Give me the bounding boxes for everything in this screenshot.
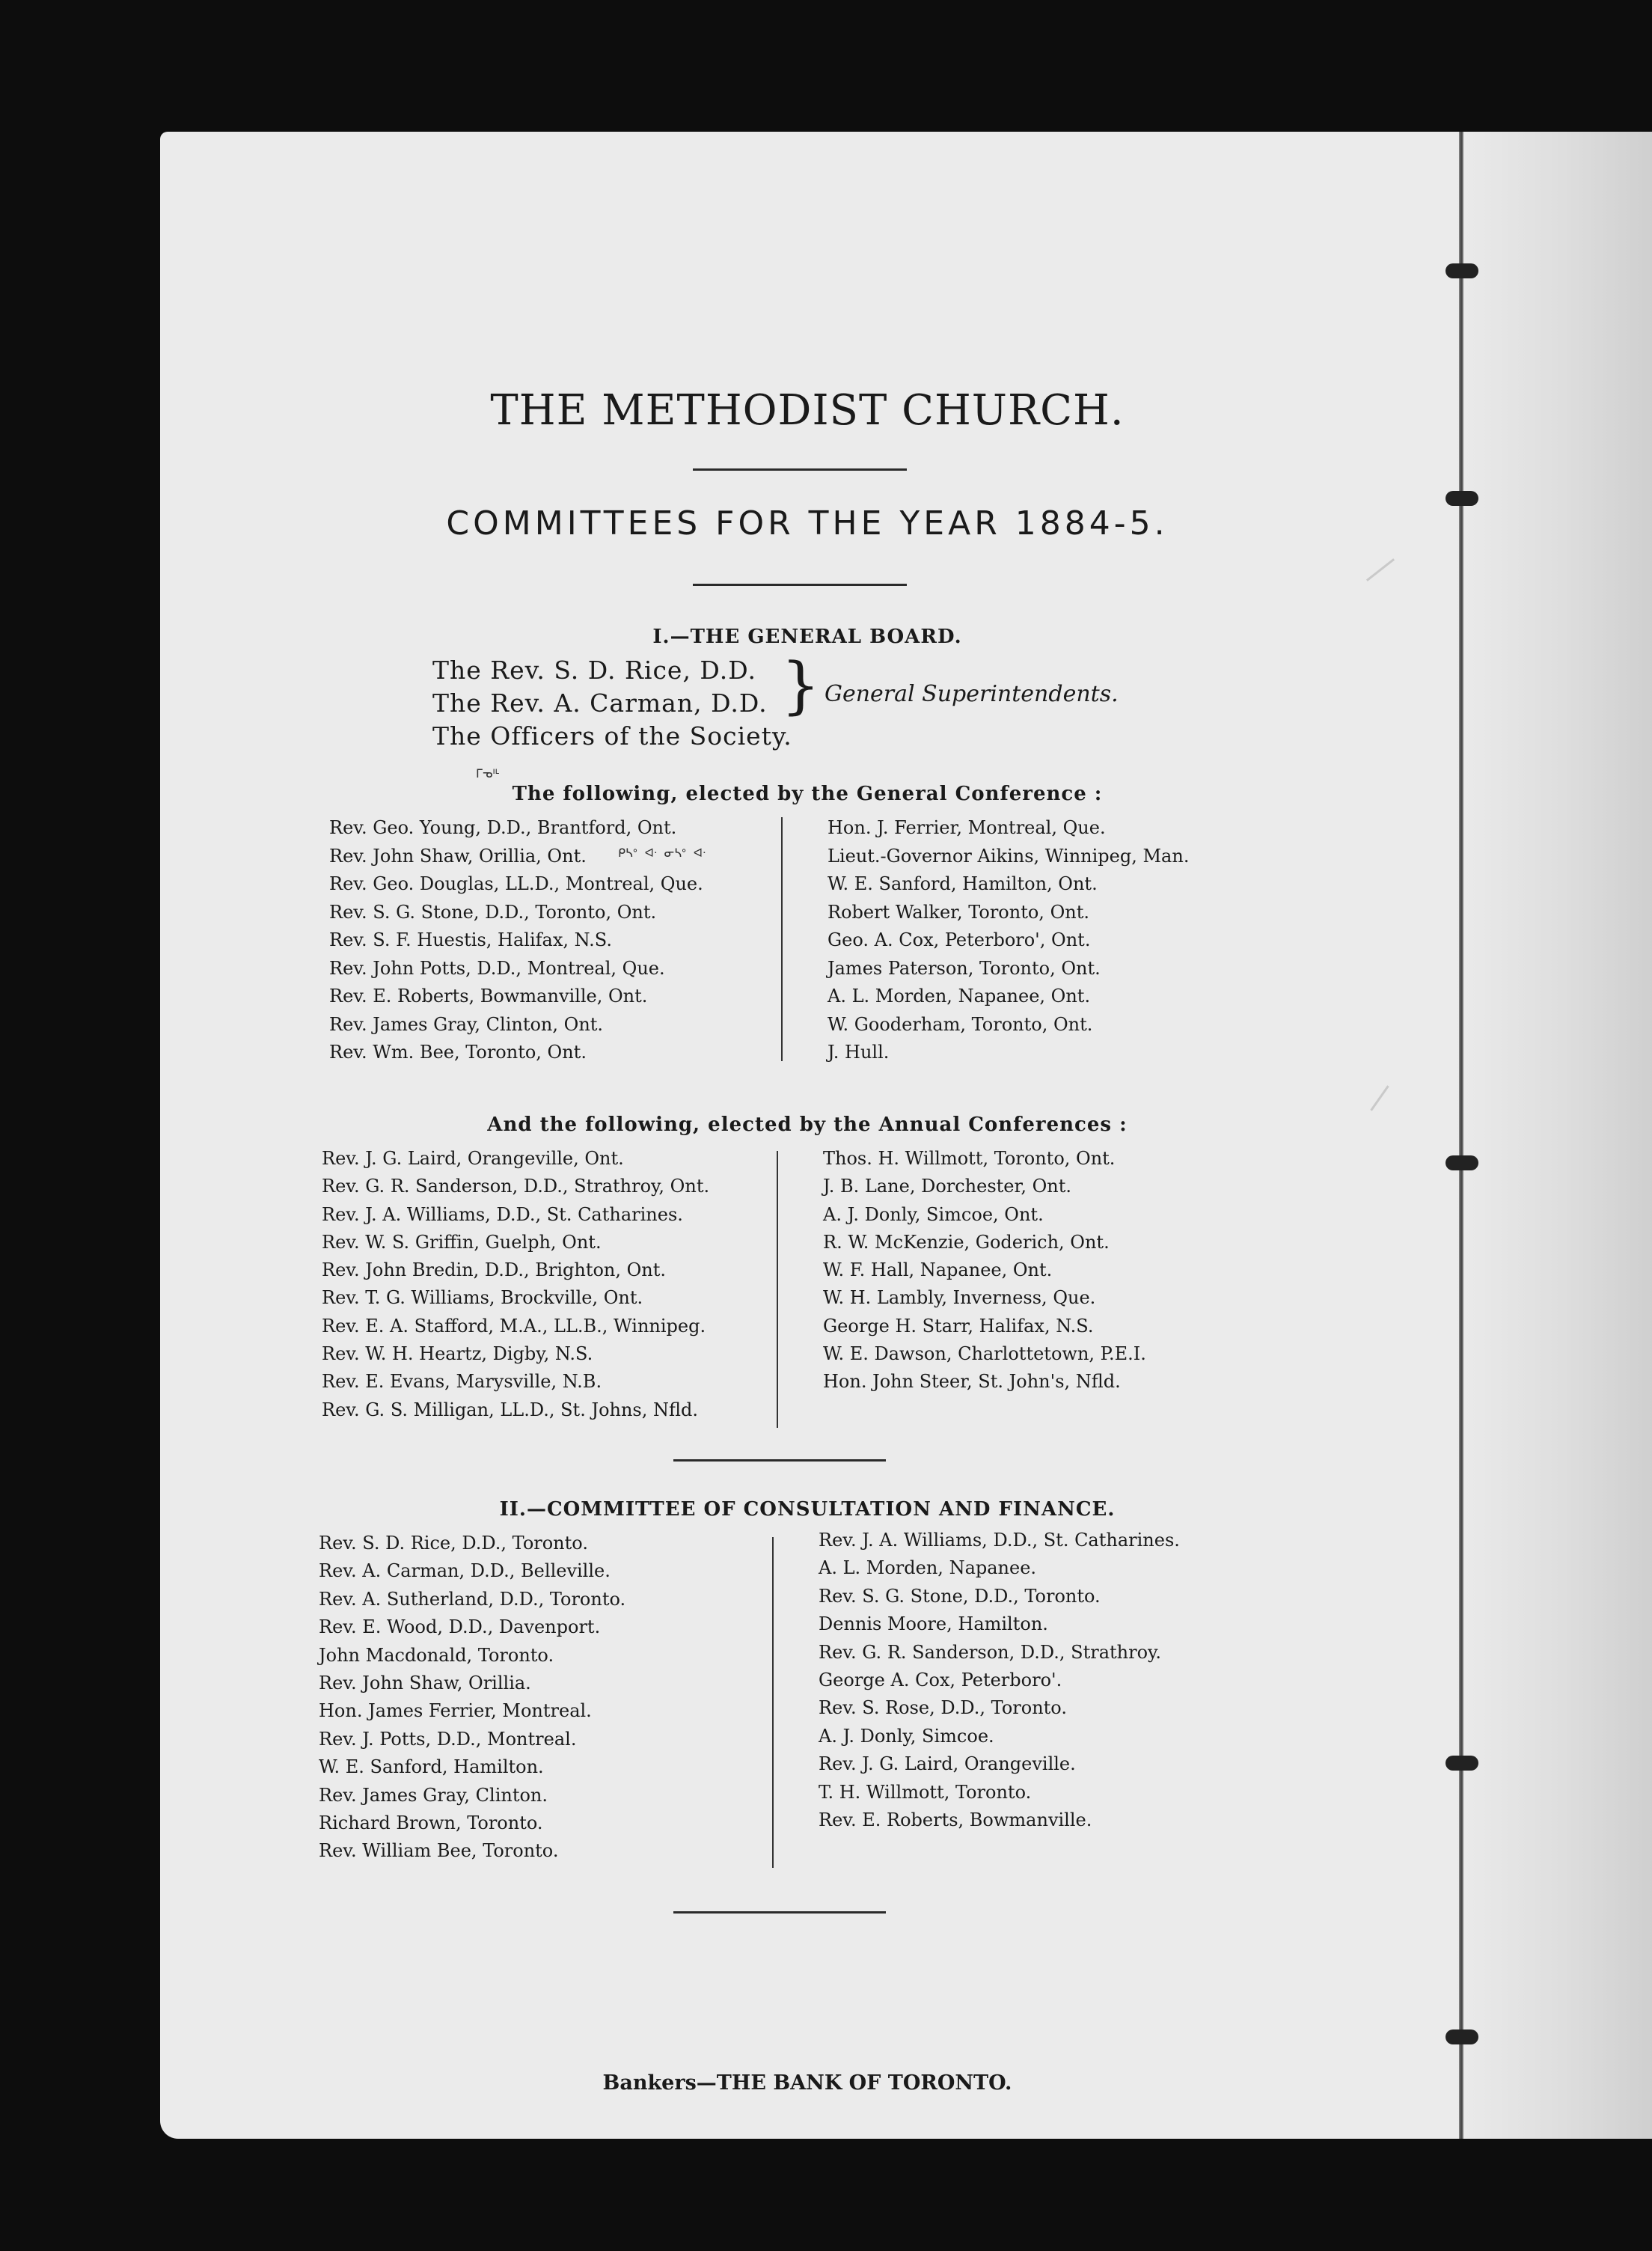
list-item: Rev. John Shaw, Orillia, Ont.	[329, 845, 587, 867]
list-item: W. H. Lambly, Inverness, Que.	[823, 1287, 1096, 1309]
list-item: Rev. J. Potts, D.D., Montreal.	[319, 1728, 577, 1750]
binding-stitch	[1446, 1756, 1478, 1771]
section-rule	[673, 1459, 886, 1462]
binding-shadow	[1454, 132, 1652, 2139]
list-item: J. B. Lane, Dorchester, Ont.	[823, 1176, 1072, 1197]
list-item: Hon. James Ferrier, Montreal.	[319, 1700, 592, 1722]
list-item: A. J. Donly, Simcoe, Ont.	[823, 1203, 1044, 1225]
list-item: J. Hull.	[827, 1042, 890, 1063]
binding-stitch	[1446, 2029, 1478, 2044]
officer-line: The Officers of the Society.	[432, 721, 792, 751]
column-divider	[781, 817, 783, 1061]
list-item: R. W. McKenzie, Goderich, Ont.	[823, 1231, 1110, 1253]
list-item: Hon. J. Ferrier, Montreal, Que.	[827, 817, 1106, 838]
list-item: John Macdonald, Toronto.	[319, 1644, 554, 1666]
list-item: Rev. Geo. Douglas, LL.D., Montreal, Que.	[329, 873, 703, 894]
list-item: Rev. S. Rose, D.D., Toronto.	[819, 1697, 1067, 1719]
list-item: W. E. Sanford, Hamilton.	[319, 1756, 544, 1778]
handwritten-annotation: ᒥᓀᑊᒻ	[476, 766, 500, 781]
binding-stitch	[1446, 263, 1478, 278]
list-item: A. L. Morden, Napanee.	[819, 1557, 1037, 1579]
list-item: Dennis Moore, Hamilton.	[819, 1613, 1048, 1635]
section-rule	[673, 1911, 886, 1913]
general-conference-right-list	[827, 814, 1189, 1067]
list-item: Rev. S. D. Rice, D.D., Toronto.	[319, 1533, 588, 1554]
column-divider	[777, 1151, 778, 1428]
list-item: Rev. S. G. Stone, D.D., Toronto.	[819, 1585, 1101, 1607]
list-item: Rev. W. S. Griffin, Guelph, Ont.	[322, 1231, 602, 1253]
consultation-finance-left-list	[319, 1530, 625, 1866]
list-item: T. H. Willmott, Toronto.	[819, 1781, 1032, 1803]
list-item: Hon. John Steer, St. John's, Nfld.	[823, 1371, 1121, 1393]
document-page	[160, 132, 1652, 2139]
officer-line: The Rev. A. Carman, D.D.	[432, 688, 768, 718]
list-item: Thos. H. Willmott, Toronto, Ont.	[823, 1148, 1116, 1169]
list-item: Rev. William Bee, Toronto.	[319, 1840, 559, 1862]
paper-mark	[1366, 558, 1395, 581]
column-divider	[772, 1537, 774, 1868]
annual-conference-heading: And the following, elected by the Annual Conferences :	[487, 1114, 1128, 1136]
general-conference-heading: The following, elected by the General Conference :	[512, 783, 1103, 805]
consultation-finance-heading: II.—COMMITTEE OF CONSULTATION AND FINANCE.	[499, 1498, 1116, 1521]
list-item: Rev. John Potts, D.D., Montreal, Que.	[329, 957, 665, 979]
list-item: Richard Brown, Toronto.	[319, 1812, 543, 1833]
list-item: Rev. A. Carman, D.D., Belleville.	[319, 1560, 611, 1582]
list-item: Rev. Wm. Bee, Toronto, Ont.	[329, 1042, 587, 1063]
list-item: James Paterson, Toronto, Ont.	[827, 957, 1101, 979]
list-item: Rev. J. A. Williams, D.D., St. Catharines.	[322, 1203, 683, 1225]
list-item: Rev. John Shaw, Orillia.	[319, 1672, 531, 1693]
list-item: Rev. G. S. Milligan, LL.D., St. Johns, Nfld.	[322, 1399, 699, 1420]
list-item: W. E. Dawson, Charlottetown, P.E.I.	[823, 1343, 1146, 1365]
list-item: W. F. Hall, Napanee, Ont.	[823, 1259, 1053, 1281]
list-item: Rev. J. A. Williams, D.D., St. Catharines.	[819, 1530, 1180, 1551]
list-item: Rev. John Bredin, D.D., Brighton, Ont.	[322, 1259, 667, 1281]
list-item: Rev. J. G. Laird, Orangeville, Ont.	[322, 1148, 624, 1169]
list-item: George A. Cox, Peterboro'.	[819, 1669, 1062, 1690]
list-item: Geo. A. Cox, Peterboro', Ont.	[827, 929, 1091, 950]
general-board-heading: I.—THE GENERAL BOARD.	[652, 626, 962, 648]
annual-conference-left-list	[322, 1145, 709, 1424]
list-item: Rev. S. G. Stone, D.D., Toronto, Ont.	[329, 901, 657, 923]
brace: }	[781, 650, 821, 721]
list-item: Rev. S. F. Huestis, Halifax, N.S.	[329, 929, 612, 950]
list-item: A. J. Donly, Simcoe.	[819, 1725, 994, 1747]
list-item: Rev. J. G. Laird, Orangeville.	[819, 1753, 1076, 1775]
list-item: Rev. G. R. Sanderson, D.D., Strathroy.	[819, 1641, 1162, 1663]
page-title: THE METHODIST CHURCH.	[490, 386, 1125, 435]
list-item: Robert Walker, Toronto, Ont.	[827, 901, 1089, 923]
paper-mark	[1370, 1085, 1389, 1111]
bankers-line: Bankers—THE BANK OF TORONTO.	[602, 2071, 1012, 2095]
binding-stitch	[1446, 491, 1478, 506]
list-item: W. E. Sanford, Hamilton, Ont.	[827, 873, 1098, 894]
superintendents-note: General Superintendents.	[825, 681, 1119, 707]
binding-stitch	[1446, 1155, 1478, 1170]
consultation-finance-right-list	[819, 1527, 1180, 1834]
binding-fold	[1459, 132, 1463, 2139]
list-item: Rev. E. Roberts, Bowmanville.	[819, 1809, 1092, 1830]
list-item: Rev. E. Wood, D.D., Davenport.	[319, 1616, 601, 1638]
list-item: Rev. James Gray, Clinton.	[319, 1784, 548, 1806]
officer-line: The Rev. S. D. Rice, D.D.	[432, 656, 756, 685]
list-item: W. Gooderham, Toronto, Ont.	[827, 1013, 1093, 1035]
list-item: Rev. James Gray, Clinton, Ont.	[329, 1013, 604, 1035]
list-item: Rev. W. H. Heartz, Digby, N.S.	[322, 1343, 593, 1365]
handwritten-annotation: ᑭᓴᐤ ᐊᐧ ᓂᓴᐤ ᐊᐧ	[618, 846, 706, 860]
list-item: Rev. G. R. Sanderson, D.D., Strathroy, Ont.	[322, 1176, 710, 1197]
subtitle-rule	[693, 584, 907, 586]
title-rule	[693, 468, 907, 471]
list-item: Rev. A. Sutherland, D.D., Toronto.	[319, 1588, 626, 1610]
list-item: Lieut.-Governor Aikins, Winnipeg, Man.	[827, 845, 1190, 867]
list-item: Rev. Geo. Young, D.D., Brantford, Ont.	[329, 817, 677, 838]
list-item: George H. Starr, Halifax, N.S.	[823, 1315, 1094, 1337]
page-subtitle: COMMITTEES FOR THE YEAR 1884-5.	[446, 504, 1169, 543]
list-item: Rev. E. Evans, Marysville, N.B.	[322, 1371, 602, 1393]
annual-conference-right-list	[823, 1145, 1146, 1396]
list-item: A. L. Morden, Napanee, Ont.	[827, 986, 1091, 1007]
list-item: Rev. E. Roberts, Bowmanville, Ont.	[329, 986, 648, 1007]
list-item: Rev. E. A. Stafford, M.A., LL.B., Winnipeg.	[322, 1315, 706, 1337]
list-item: Rev. T. G. Williams, Brockville, Ont.	[322, 1287, 643, 1309]
